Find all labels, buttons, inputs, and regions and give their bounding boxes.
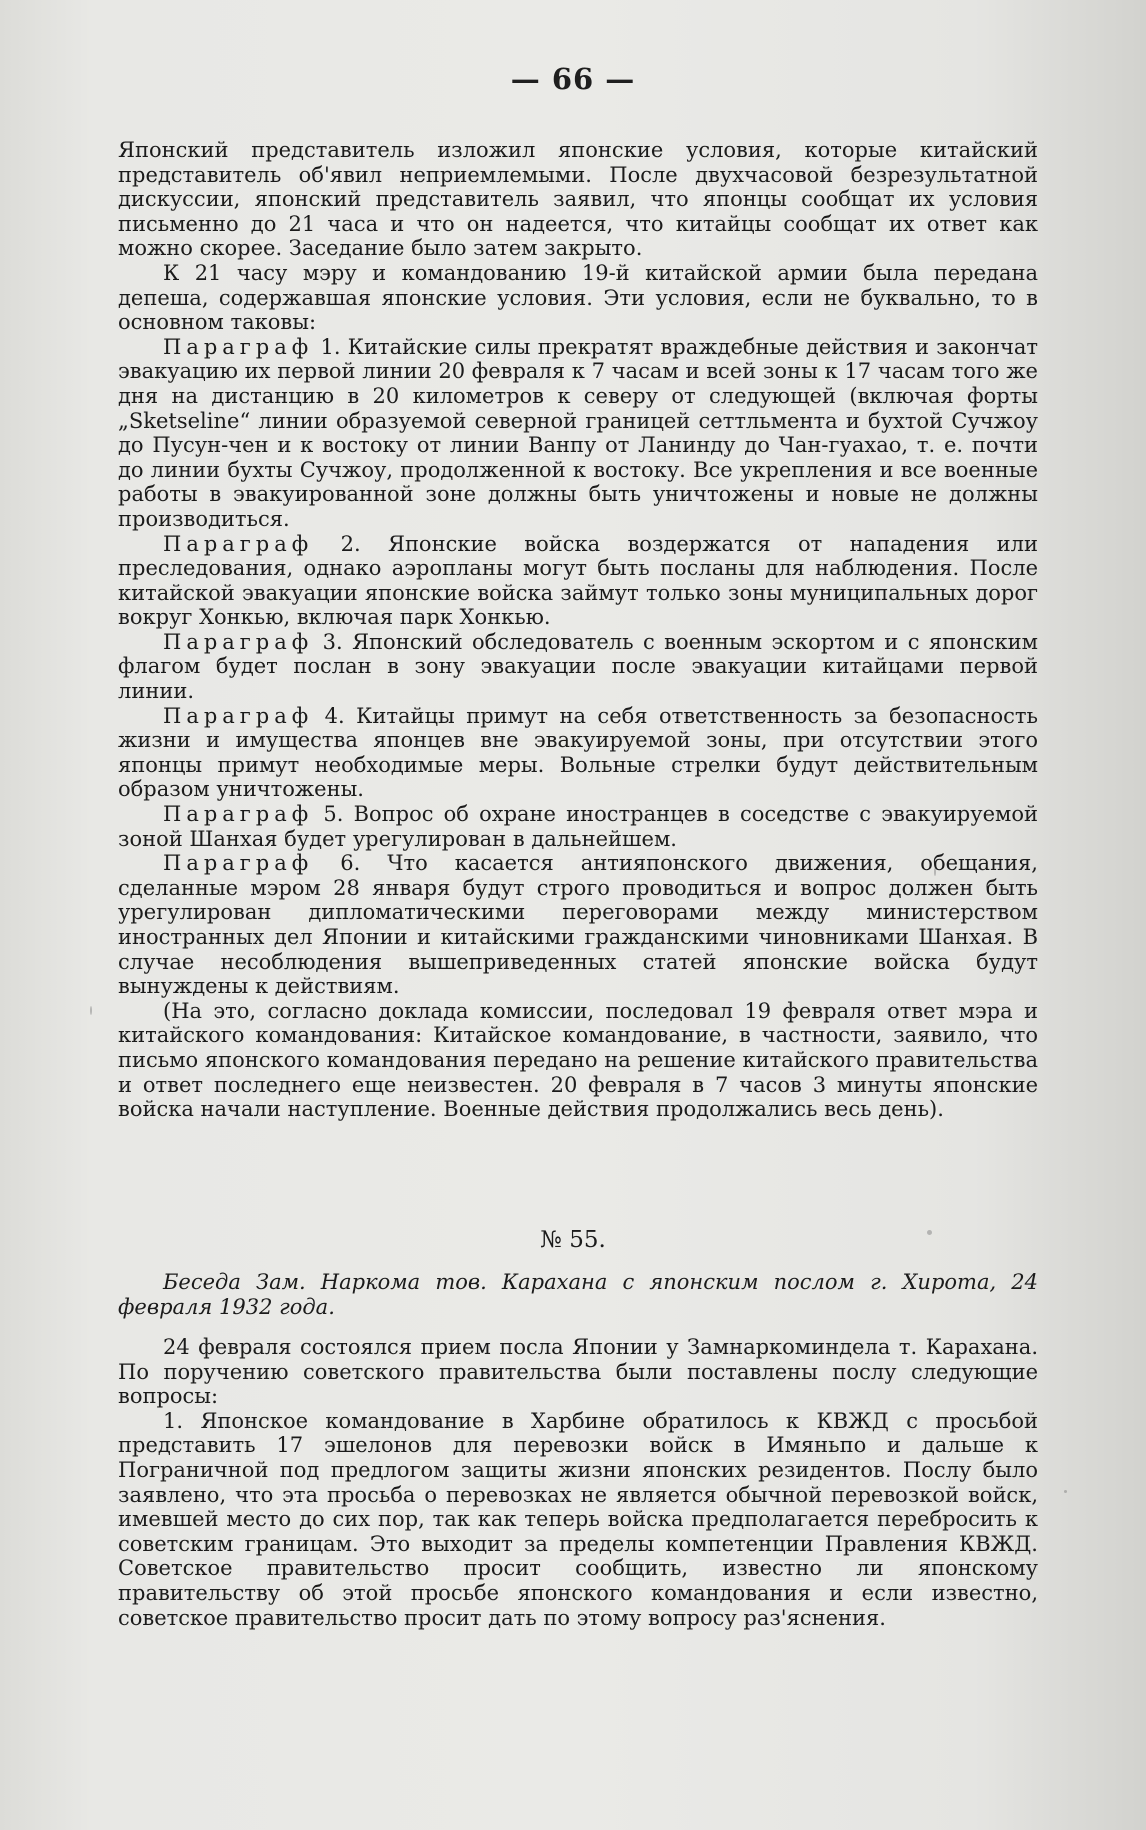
paper-speck bbox=[1064, 1490, 1067, 1493]
page-number: — 66 — bbox=[510, 62, 636, 96]
article-paragraph-5 bbox=[118, 802, 1038, 851]
article-label: Параграф bbox=[163, 629, 314, 654]
paragraph: 24 февраля состоялся прием посла Японии у Замнаркоминдела т. Карахана. По поручению советского правительства были поставлены послу следующие вопросы: bbox=[118, 1335, 1038, 1409]
article-label: Параграф bbox=[163, 531, 314, 556]
article-paragraph-3 bbox=[118, 630, 1038, 704]
article-label: Параграф bbox=[163, 802, 314, 827]
article-paragraph-4 bbox=[118, 704, 1038, 802]
conversation-text bbox=[118, 1335, 1038, 1630]
article-label: Параграф bbox=[163, 703, 314, 728]
paper-speck bbox=[934, 868, 936, 876]
document-heading: Беседа Зам. Наркома тов. Карахана с японским послом г. Хирота, 24 февраля 1932 года. bbox=[118, 1270, 1038, 1319]
article-text: 2. Японские войска воздержатся от нападения или преследования, однако аэропланы могут быть посланы для наблюдения. После китайской эвакуации японские войска займут только зоны муниципальных дорог вокруг Хонкью, включая парк Хонкью. bbox=[118, 531, 1038, 630]
article-paragraph-2 bbox=[118, 532, 1038, 630]
paragraph: К 21 часу мэру и командованию 19-й китайской армии была передана депеша, содержавшая японские условия. Эти условия, если не буквально, то в основном таковы: bbox=[118, 260, 1038, 335]
report-text bbox=[118, 138, 1038, 1122]
article-label: Параграф bbox=[163, 334, 314, 359]
article-text: 6. Что касается антияпонского движения, обещания, сделанные мэром 28 января будут строго проводиться и вопрос должен быть урегулирован дипломатическими переговорами между министерством иностранных дел Японии и китайскими гражданскими чиновниками Шанхая. В случае несоблюдения вышеприведенных статей японские войска будут вынуждены к действиям. bbox=[118, 851, 1038, 999]
article-paragraph-1 bbox=[118, 335, 1038, 532]
paragraph: 1. Японское командование в Харбине обратилось к КВЖД с просьбой представить 17 эшелонов для перевозки войск в Имяньпо и дальше к Пограничной под предлогом защиты жизни японских резидентов. Послу было заявлено, что эта просьба о перевозках не является обычной перевозкой войск, имевшей место до сих пор, так как теперь войска предполагается перебросить к советским границам. Это выходит за пределы компетенции Правления КВЖД. Советское правительство просит сообщить, известно ли японскому правительству об этой просьбе японского командования и если известно, советское правительство просит дать по этому вопросу раз'яснения. bbox=[118, 1408, 1038, 1630]
paragraph: Японский представитель изложил японские условия, которые китайский представитель об'явил неприемлемыми. После двухчасовой безрезультатной дискуссии, японский представитель заявил, что японцы сообщат их условия письменно до 21 часа и что он надеется, что китайцы сообщат их ответ как можно скорее. Заседание было затем закрыто. bbox=[118, 138, 1038, 261]
paper-speck bbox=[927, 1230, 932, 1235]
article-label: Параграф bbox=[163, 851, 314, 876]
paper-speck bbox=[90, 1006, 92, 1015]
article-text: 5. Вопрос об охране иностранцев в соседстве с эвакуируемой зоной Шанхая будет урегулирован в дальнейшем. bbox=[118, 802, 1039, 851]
article-text: 3. Японский обследователь с военным эскортом и с японским флагом будет послан в зону эвакуации после эвакуации китайцами первой линии. bbox=[118, 629, 1038, 704]
document-number: № 55. bbox=[540, 1227, 606, 1253]
closing-paragraph: (На это, согласно доклада комиссии, последовал 19 февраля ответ мэра и китайского командования: Китайское командование, в частности, заявило, что письмо японского командования передано на решение китайского правительства и ответ последнего еще неизвестен. 20 февраля в 7 часов 3 минуты японские войска начали наступление. Военные действия продолжались весь день). bbox=[118, 998, 1038, 1122]
article-text: 4. Китайцы примут на себя ответственность за безопасность жизни и имущества японцев вне эвакуируемой зоны, при отсутствии этого японцы примут необходимые меры. Вольные стрелки будут действительным образом уничтожены. bbox=[118, 703, 1038, 802]
article-text: 1. Китайские силы прекратят враждебные действия и закончат эвакуацию их первой линии 20 февраля к 7 часам и всей зоны к 17 часам того же дня на дистанцию в 20 километров к северу от следующей (включая форты „Sketseline“ линии образуемой северной границей сеттльмента и бухтой Сучжоу до Пусун-чен и к востоку от линии Ванпу от Ланинду до Чан-гуахао, т. е. почти до линии бухты Сучжоу, продолженной к востоку. Все укрепления и все военные работы в эвакуированной зоне должны быть уничтожены и новые не должны производиться. bbox=[118, 334, 1038, 531]
article-paragraph-6 bbox=[118, 851, 1038, 999]
